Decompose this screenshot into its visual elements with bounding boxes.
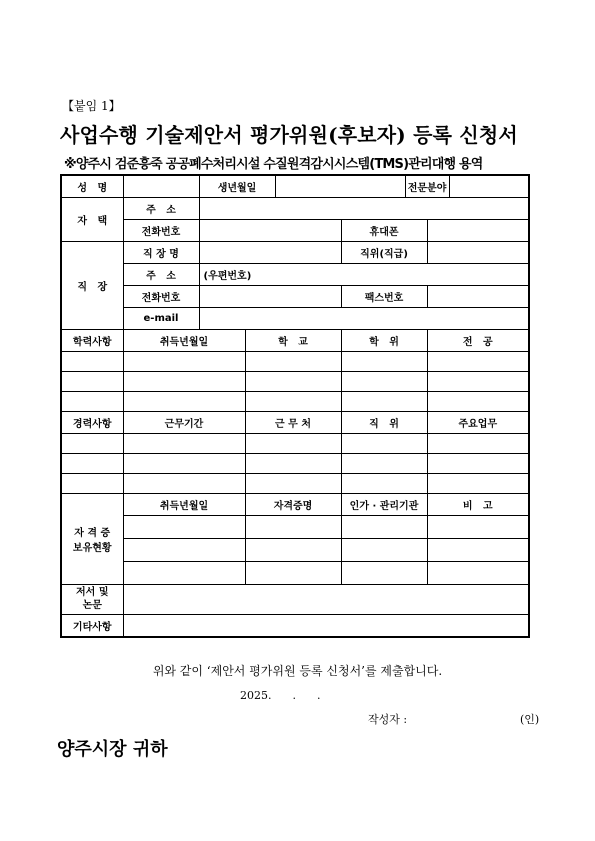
table-cell[interactable] (427, 351, 529, 371)
table-cell[interactable] (341, 371, 427, 391)
education-label: 학력사항 (61, 329, 123, 351)
table-cell[interactable] (245, 433, 341, 453)
license-header-note: 비 고 (427, 493, 529, 515)
table-cell (61, 351, 123, 371)
table-cell[interactable] (123, 351, 245, 371)
license-row (61, 538, 529, 561)
submission-date: 2025. . . (240, 689, 321, 702)
specialty-field[interactable] (449, 175, 529, 197)
table-cell[interactable] (245, 515, 341, 538)
papers-field[interactable] (123, 584, 529, 614)
table-cell[interactable] (341, 473, 427, 493)
table-cell (61, 473, 123, 493)
company-field[interactable] (199, 241, 341, 263)
education-header-school: 학 교 (245, 329, 341, 351)
table-cell[interactable] (341, 351, 427, 371)
table-cell (61, 391, 123, 411)
writer-label: 작성자 : (368, 713, 408, 726)
company-label: 직 장 명 (123, 241, 199, 263)
career-row (61, 433, 529, 453)
license-row (61, 561, 529, 584)
license-label-line1: 자 격 증 (74, 527, 111, 539)
position-field[interactable] (427, 241, 529, 263)
education-header-date: 취득년월일 (123, 329, 245, 351)
submission-statement: 위와 같이 ‘제안서 평가위원 등록 신청서’를 제출합니다. (152, 664, 443, 678)
career-header-workplace: 근 무 처 (245, 411, 341, 433)
work-phone-label: 전화번호 (123, 285, 199, 307)
table-cell (61, 453, 123, 473)
license-label-line2: 보유현황 (72, 542, 112, 554)
table-cell[interactable] (427, 561, 529, 584)
table-cell[interactable] (123, 371, 245, 391)
career-row (61, 473, 529, 493)
home-address-field[interactable] (199, 197, 529, 219)
page-title: 사업수행 기술제안서 평가위원(후보자) 등록 신청서 (60, 123, 518, 147)
license-label (61, 493, 123, 584)
license-header-authority: 인가 · 관리기관 (341, 493, 427, 515)
table-cell[interactable] (123, 538, 245, 561)
birth-field[interactable] (275, 175, 405, 197)
education-header-major: 전 공 (427, 329, 529, 351)
table-cell[interactable] (245, 538, 341, 561)
table-cell[interactable] (245, 391, 341, 411)
education-header-degree: 학 위 (341, 329, 427, 351)
home-phone-field[interactable] (199, 219, 341, 241)
table-cell[interactable] (123, 561, 245, 584)
career-header-position: 직 위 (341, 411, 427, 433)
license-header-date: 취득년월일 (123, 493, 245, 515)
license-row (61, 515, 529, 538)
work-address-field[interactable]: (우편번호) (199, 263, 529, 285)
email-field[interactable] (199, 307, 529, 329)
table-cell[interactable] (245, 561, 341, 584)
career-header-period: 근무기간 (123, 411, 245, 433)
other-field[interactable] (123, 614, 529, 637)
fax-label: 팩스번호 (341, 285, 427, 307)
table-cell[interactable] (245, 371, 341, 391)
name-label: 성 명 (61, 175, 123, 197)
education-row (61, 371, 529, 391)
table-cell[interactable] (427, 391, 529, 411)
table-cell[interactable] (123, 391, 245, 411)
table-cell[interactable] (123, 453, 245, 473)
table-cell[interactable] (245, 453, 341, 473)
table-cell[interactable] (427, 371, 529, 391)
career-header-duty: 주요업무 (427, 411, 529, 433)
table-cell[interactable] (341, 433, 427, 453)
table-cell[interactable] (123, 473, 245, 493)
table-cell[interactable] (341, 391, 427, 411)
position-label: 직위(직급) (341, 241, 427, 263)
table-cell[interactable] (427, 515, 529, 538)
table-cell[interactable] (427, 453, 529, 473)
mobile-field[interactable] (427, 219, 529, 241)
work-phone-field[interactable] (199, 285, 341, 307)
name-field[interactable] (123, 175, 199, 197)
education-row (61, 351, 529, 371)
work-label: 직 장 (61, 241, 123, 329)
license-header-name: 자격증명 (245, 493, 341, 515)
table-cell (61, 371, 123, 391)
table-cell[interactable] (341, 453, 427, 473)
seal-label: (인) (520, 713, 540, 726)
mobile-label: 휴대폰 (341, 219, 427, 241)
table-cell[interactable] (341, 515, 427, 538)
table-cell[interactable] (245, 473, 341, 493)
registration-form-table (60, 174, 530, 638)
attachment-label: 【붙임 1】 (62, 99, 121, 113)
fax-field[interactable] (427, 285, 529, 307)
career-label: 경력사항 (61, 411, 123, 433)
table-cell[interactable] (341, 561, 427, 584)
table-cell[interactable] (123, 515, 245, 538)
table-cell (61, 433, 123, 453)
email-label: e-mail (123, 307, 199, 329)
birth-label: 생년월일 (199, 175, 275, 197)
table-cell[interactable] (245, 351, 341, 371)
papers-label-line1: 저서 및 (76, 587, 109, 598)
career-row (61, 453, 529, 473)
work-address-label: 주 소 (123, 263, 199, 285)
table-cell[interactable] (427, 473, 529, 493)
education-row (61, 391, 529, 411)
specialty-label: 전문분야 (405, 175, 449, 197)
home-address-label: 주 소 (123, 197, 199, 219)
table-cell[interactable] (427, 538, 529, 561)
project-subtitle: ※양주시 검준흥죽 공공폐수처리시설 수질원격감시시스템(TMS)관리대행 용역 (64, 157, 483, 172)
addressee: 양주시장 귀하 (57, 739, 168, 760)
table-cell[interactable] (123, 433, 245, 453)
home-phone-label: 전화번호 (123, 219, 199, 241)
table-cell[interactable] (341, 538, 427, 561)
other-label: 기타사항 (61, 614, 123, 637)
papers-label (61, 584, 123, 614)
table-cell[interactable] (427, 433, 529, 453)
papers-label-line2: 논문 (82, 600, 102, 611)
home-label: 자 택 (61, 197, 123, 241)
